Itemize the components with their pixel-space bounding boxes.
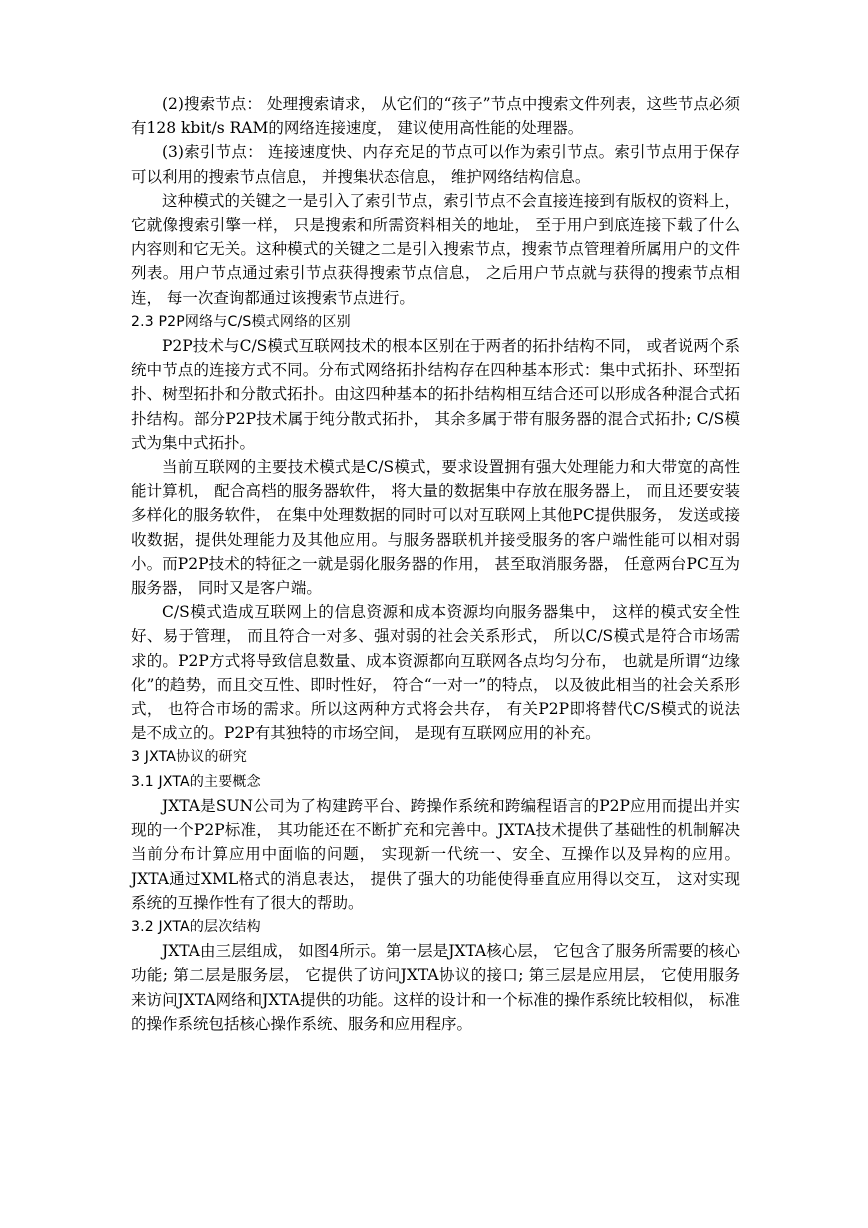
paragraph-jxta-layers: JXTA由三层组成， 如图4所示。第一层是JXTA核心层， 它包含了服务所需要的核心功能; 第二层是服务层， 它提供了访问JXTA协议的接口; 第三层是应用层， 它使用服务来访问JXTA网络和JXTA提供的功能。这样的设计和一个标准的操作系统比较相似， 标准的操作系统包括核心操作系统、服务和应用程序。 [131,942,740,1033]
paragraph-cs-mode: 当前互联网的主要技术模式是C/S模式，要求设置拥有强大处理能力和大带宽的高性能计算机， 配合高档的服务器软件， 将大量的数据集中存放在服务器上， 而且还要安装多样化的服务软件， 在集中处理数据的同时可以对互联网上其他PC提供服务， 发送或接收数据，提供处理能力及其他应用。与服务器联机并接受服务的客户端性能可以相对弱小。而P2P技术的特征之一就是弱化服务器的作用， 甚至取消服务器， 任意两台PC互为服务器， 同时又是客户端。 [131,458,740,598]
paragraph-topology: P2P技术与C/S模式互联网技术的根本区别在于两者的拓扑结构不同， 或者说两个系统中节点的连接方式不同。分布式网络拓扑结构存在四种基本形式：集中式拓扑、环型拓扑、树型拓扑和分散式拓扑。由这四种基本的拓扑结构相互结合还可以形成各种混合式拓扑结构。部分P2P技术属于纯分散式拓扑， 其余多属于带有服务器的混合式拓扑; C/S模式为集中式拓扑。 [131,337,740,452]
section-heading-2-3: 2.3 P2P网络与C/S模式网络的区别 [131,313,351,330]
paragraph-search-node: (2)搜索节点： 处理搜索请求， 从它们的“孩子”节点中搜索文件列表，这些节点必须有128 kbit/s RAM的网络连接速度， 建议使用高性能的处理器。 [131,95,740,138]
paragraph-mode-keys: 这种模式的关键之一是引入了索引节点，索引节点不会直接连接到有版权的资料上， 它就像搜索引擎一样， 只是搜索和所需资料相关的地址， 至于用户到底连接下载了什么内容则和它无关。这种模式的关键之二是引入搜索节点，搜索节点管理着所属用户的文件列表。用户节点通过索引节点获得搜索节点信息， 之后用户节点就与获得的搜索节点相连， 每一次查询都通过该搜索节点进行。 [131,191,740,307]
section-heading-3-1: 3.1 JXTA的主要概念 [131,773,261,790]
section-heading-3: 3 JXTA协议的研究 [131,749,248,766]
paragraph-jxta-concept: JXTA是SUN公司为了构建跨平台、跨操作系统和跨编程语言的P2P应用而提出并实现的一个P2P标准， 其功能还在不断扩充和完善中。JXTA技术提供了基础性的机制解决当前分布计算应用中面临的问题， 实现新一代统一、安全、互操作以及异构的应用。JXTA通过XML格式的消息表达， 提供了强大的功能使得垂直应用得以交互， 这对实现系统的互操作性有了很大的帮助。 [131,796,740,912]
paragraph-cs-vs-p2p: C/S模式造成互联网上的信息资源和成本资源均向服务器集中， 这样的模式安全性好、易于管理， 而且符合一对多、强对弱的社会关系形式， 所以C/S模式是符合市场需求的。P2P方式将导致信息数量、成本资源都向互联网各点均匀分布， 也就是所谓“边缘化”的趋势，而且交互性、即时性好， 符合“一对一”的特点， 以及彼此相当的社会关系形式， 也符合市场的需求。所以这两种方式将会共存， 有关P2P即将替代C/S模式的说法是不成立的。P2P有其独特的市场空间， 是现有互联网应用的补充。 [131,603,740,743]
paragraph-index-node: (3)索引节点： 连接速度快、内存充足的节点可以作为索引节点。索引节点用于保存可以利用的搜索节点信息， 并搜集状态信息， 维护网络结构信息。 [131,143,740,186]
document-page [131,92,740,1036]
section-heading-3-2: 3.2 JXTA的层次结构 [131,918,261,935]
